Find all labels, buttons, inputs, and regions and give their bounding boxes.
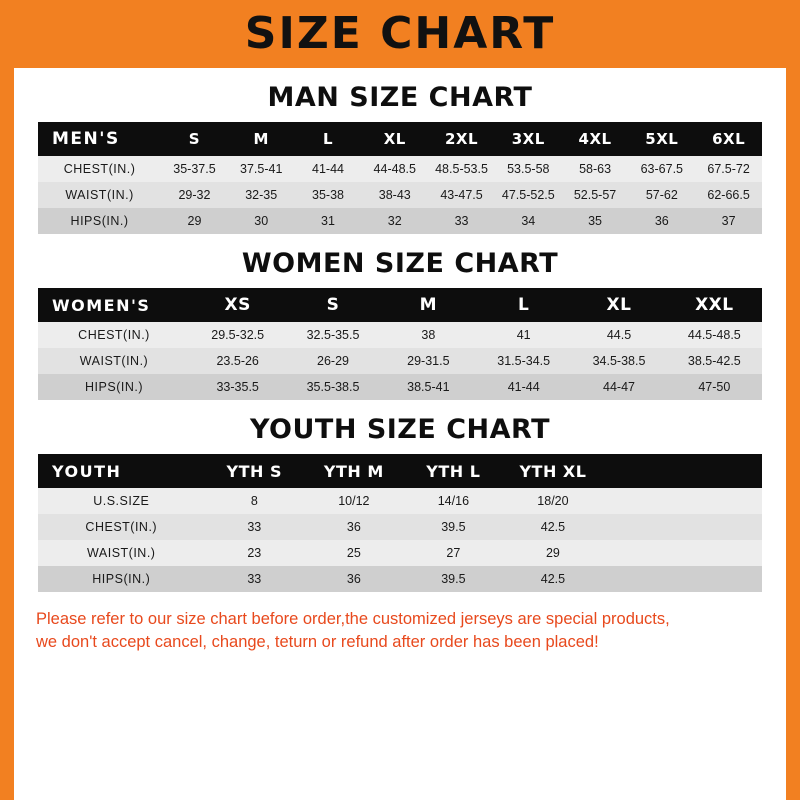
table-cell: 14/16 [437,494,470,508]
table-cell: 33 [247,572,262,586]
table-cell: 38 [421,328,436,342]
women-size-header: S [326,295,340,315]
men-section [14,82,786,234]
youth-size-header: YTH M [323,461,384,481]
table-row [38,488,762,514]
row-label: HIPS(IN.) [70,214,129,228]
table-cell: 8 [250,494,258,508]
men-header-label: MEN'S [52,129,120,149]
table-cell: 44-48.5 [373,162,416,176]
table-row [38,540,762,566]
table-cell: 38.5-41 [407,380,450,394]
table-cell: 35 [588,214,602,228]
table-row [38,348,762,374]
table-cell: 36 [654,214,669,228]
youth-size-table [38,454,762,592]
table-cell: 41-44 [312,162,344,176]
row-label: HIPS(IN.) [92,572,151,586]
youth-size-header: YTH S [226,461,283,481]
table-cell: 32-35 [245,188,278,202]
youth-size-header: YTH L [426,461,481,481]
women-section-title: WOMEN SIZE CHART [241,248,559,279]
table-row [38,156,762,182]
table-cell: 62-66.5 [707,188,750,202]
table-cell: 41 [516,328,531,342]
table-cell: 44.5 [606,328,632,342]
men-size-header: 2XL [444,130,479,148]
men-size-header: XL [383,130,406,148]
men-size-header: L [322,130,334,148]
table-cell: 27 [446,546,461,560]
table-cell: 23.5-26 [216,354,259,368]
row-label: HIPS(IN.) [85,380,143,394]
men-size-header: 3XL [511,130,545,148]
women-header-label: WOMEN'S [52,295,151,315]
table-cell: 29 [187,214,202,228]
women-size-header: L [518,295,530,315]
table-cell: 35.5-38.5 [306,380,360,394]
table-cell-spacer [603,540,762,566]
table-cell: 29-31.5 [407,354,450,368]
table-cell: 34 [521,214,536,228]
table-cell-spacer [603,566,762,592]
table-row [38,182,762,208]
footnote [36,608,764,655]
men-size-table [38,122,762,234]
table-cell: 23 [247,546,262,560]
table-cell: 35-37.5 [173,162,216,176]
table-cell: 18/20 [537,494,569,508]
table-row [38,322,762,348]
women-section [14,248,786,400]
footnote-line-1: Please refer to our size chart before order,the customized jerseys are special products, [36,610,670,628]
row-label: WAIST(IN.) [87,546,156,560]
table-cell: 10/12 [338,494,370,508]
table-cell: 53.5-58 [507,162,550,176]
table-cell: 42.5 [540,572,566,586]
table-cell: 30 [254,214,269,228]
table-cell: 39.5 [441,520,466,534]
table-cell: 47-50 [698,380,731,394]
table-cell: 58-63 [579,162,612,176]
table-cell: 32.5-35.5 [306,328,360,342]
table-cell: 31.5-34.5 [497,354,551,368]
men-size-header: S [188,130,201,148]
men-size-header: 6XL [712,130,746,148]
women-size-header: XS [224,295,251,315]
women-size-header: XL [606,295,632,315]
table-cell: 29 [545,546,560,560]
table-cell: 33-35.5 [216,380,259,394]
row-label: CHEST(IN.) [63,162,136,176]
table-cell: 39.5 [441,572,466,586]
women-size-header: XXL [695,295,734,315]
table-row [38,566,762,592]
youth-section [14,414,786,592]
table-cell: 67.5-72 [707,162,750,176]
banner-title: SIZE CHART [244,8,556,59]
table-row [38,208,762,234]
table-cell: 31 [321,214,335,228]
row-label: CHEST(IN.) [85,520,158,534]
table-cell: 43-47.5 [440,188,483,202]
men-section-title: MAN SIZE CHART [267,82,533,113]
table-cell: 63-67.5 [640,162,684,176]
men-table-header-row [38,122,762,156]
women-size-header: M [419,295,438,315]
youth-size-header: YTH XL [519,461,587,481]
table-cell: 26-29 [317,354,350,368]
youth-header-spacer [603,454,762,488]
table-cell: 52.5-57 [573,188,617,202]
table-cell: 37.5-41 [240,162,283,176]
table-cell: 44.5-48.5 [687,328,741,342]
table-cell: 35-38 [312,188,344,202]
row-label: U.S.SIZE [93,494,150,508]
table-cell: 33 [454,214,469,228]
table-cell: 42.5 [540,520,566,534]
table-cell: 57-62 [645,188,678,202]
table-row [38,514,762,540]
row-label: WAIST(IN.) [65,188,134,202]
men-size-header: M [253,130,269,148]
table-cell: 38.5-42.5 [687,354,741,368]
footnote-line-2: we don't accept cancel, change, teturn or refund after order has been placed! [36,633,599,652]
table-cell: 38-43 [378,188,411,202]
youth-table-header-row [38,454,762,488]
row-label: CHEST(IN.) [78,328,150,342]
table-row [38,374,762,400]
table-cell: 32 [387,214,402,228]
table-cell: 47.5-52.5 [501,188,555,202]
table-cell: 25 [346,546,361,560]
table-cell-spacer [603,514,762,540]
table-cell-spacer [603,488,762,514]
table-cell: 36 [346,520,361,534]
table-cell: 33 [247,520,262,534]
women-table-header-row [38,288,762,322]
table-cell: 29-32 [178,188,211,202]
men-size-header: 5XL [645,130,679,148]
banner [14,0,786,68]
women-size-table [38,288,762,400]
table-cell: 37 [721,214,736,228]
row-label: WAIST(IN.) [79,354,149,368]
table-cell: 34.5-38.5 [592,354,646,368]
men-size-header: 4XL [578,130,612,148]
table-cell: 29.5-32.5 [211,328,265,342]
table-cell: 36 [346,572,361,586]
youth-header-label: YOUTH [52,461,122,481]
table-cell: 44-47 [603,380,635,394]
table-cell: 48.5-53.5 [435,162,488,176]
youth-section-title: YOUTH SIZE CHART [249,414,551,445]
table-cell: 41-44 [507,380,540,394]
